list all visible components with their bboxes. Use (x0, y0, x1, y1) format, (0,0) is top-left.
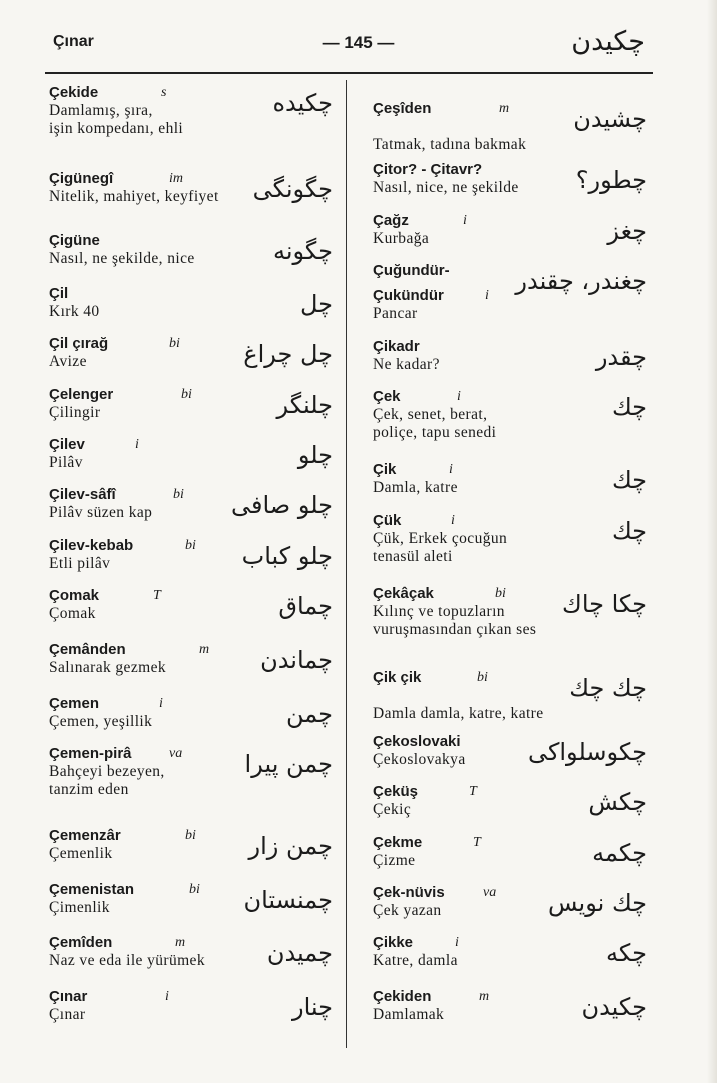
entry-arabic-script: چك (611, 393, 647, 421)
dictionary-entry (49, 386, 337, 422)
entry-part-of-speech: va (483, 885, 497, 900)
entry-definition: poliçe, tapu senedi (373, 424, 497, 441)
entry-headword: Çekiden (373, 988, 432, 1005)
entry-arabic-script: چشیدن (573, 105, 647, 133)
dictionary-entry (373, 834, 651, 870)
entry-arabic-script: چطور؟ (575, 166, 647, 194)
entry-arabic-script: چغندر، چقندر (515, 267, 647, 295)
entry-part-of-speech: bi (189, 882, 200, 897)
column-divider (346, 80, 347, 1048)
entry-definition: Pilâv süzen kap (49, 504, 153, 521)
entry-part-of-speech: bi (495, 586, 506, 601)
dictionary-entry (49, 641, 337, 677)
entry-definition: Katre, damla (373, 952, 458, 969)
dictionary-entry (49, 587, 337, 623)
entry-definition: Çizme (373, 852, 416, 869)
entry-part-of-speech: T (473, 835, 481, 850)
entry-part-of-speech: i (457, 389, 461, 404)
entry-headword: Çek-nüvis (373, 884, 445, 901)
dictionary-entry (373, 669, 651, 723)
entry-arabic-script: چمن پیرا (244, 750, 333, 778)
entry-headword: Çınar (49, 988, 88, 1005)
dictionary-entry (49, 881, 337, 917)
entry-part-of-speech: i (159, 696, 163, 711)
entry-definition: Kılınç ve topuzların (373, 603, 505, 620)
entry-arabic-script: چلنگر (276, 391, 333, 419)
entry-arabic-script: چل (299, 290, 333, 318)
entry-headword: Çeşîden (373, 100, 432, 117)
entry-headword: Çigüne (49, 232, 100, 249)
entry-part-of-speech: va (169, 746, 183, 761)
entry-definition: Çek yazan (373, 902, 442, 919)
entry-headword: Çilev (49, 436, 85, 453)
dictionary-entry (373, 262, 651, 295)
entry-part-of-speech: i (135, 437, 139, 452)
dictionary-entry (49, 745, 337, 799)
entry-definition: Çemenlik (49, 845, 113, 862)
entry-headword: Çekide (49, 84, 99, 101)
entry-headword: Çemîden (49, 934, 113, 951)
entry-arabic-script: چکیده (272, 89, 333, 117)
entry-part-of-speech: s (161, 85, 167, 100)
entry-headword: Çilev-kebab (49, 537, 134, 554)
entry-definition: Salınarak gezmek (49, 659, 167, 676)
entry-arabic-script: چمیدن (266, 939, 333, 967)
entry-arabic-script: چکش (588, 788, 647, 816)
entry-arabic-script: چنار (292, 993, 333, 1021)
dictionary-entry (373, 212, 651, 248)
entry-headword: Çitor? - Çitavr? (373, 161, 483, 178)
entry-arabic-script: چکا چاك (562, 590, 647, 618)
dictionary-entry (49, 827, 337, 863)
running-head-left: Çınar (53, 33, 94, 50)
entry-definition: Damlamak (373, 1006, 445, 1023)
dictionary-entry (373, 934, 651, 970)
dictionary-entry (373, 585, 651, 639)
entry-part-of-speech: i (485, 288, 489, 303)
entry-definition: Çemen, yeşillik (49, 713, 153, 730)
dictionary-entry (49, 988, 337, 1024)
entry-definition: Naz ve eda ile yürümek (49, 952, 205, 969)
dictionary-entry (49, 84, 337, 138)
entry-part-of-speech: bi (181, 387, 192, 402)
entry-part-of-speech: i (463, 213, 467, 228)
entry-definition: işin kompedanı, ehli (49, 120, 184, 137)
entry-part-of-speech: bi (173, 487, 184, 502)
entry-definition: Tatmak, tadına bakmak (373, 136, 527, 153)
entry-definition: Nasıl, nice, ne şekilde (373, 179, 519, 196)
entry-part-of-speech: bi (477, 670, 488, 685)
entry-headword: Çik (373, 461, 397, 478)
entry-headword: Çağz (373, 212, 409, 229)
header-rule (45, 72, 653, 74)
entry-headword: Çik çik (373, 669, 422, 686)
entry-definition: Damla, katre (373, 479, 458, 496)
entry-arabic-script: چکیدن (581, 993, 647, 1021)
dictionary-entry (373, 388, 651, 442)
entry-arabic-script: چقدر (595, 343, 647, 371)
entry-headword: Çemenistan (49, 881, 135, 898)
entry-definition: Avize (49, 353, 87, 370)
entry-arabic-script: چگونگی (252, 175, 333, 203)
entry-part-of-speech: m (479, 989, 490, 1004)
entry-arabic-script: چماندن (260, 646, 333, 674)
entry-arabic-script: چلو کباب (241, 542, 333, 570)
entry-headword: Çemen (49, 695, 100, 712)
entry-definition: Ne kadar? (373, 356, 440, 373)
entry-definition: tanzim eden (49, 781, 129, 798)
page-number: — 145 — (322, 33, 395, 52)
entry-definition: Etli pilâv (49, 555, 111, 572)
dictionary-entry (373, 988, 651, 1024)
entry-part-of-speech: T (469, 784, 477, 799)
page-edge-shadow (707, 0, 717, 1083)
entry-headword: Çekoslovaki (373, 733, 461, 750)
entry-headword: Çil çırağ (49, 335, 109, 352)
entry-headword: Çikke (373, 934, 414, 951)
entry-arabic-script: چکمه (592, 839, 647, 867)
dictionary-entry (373, 884, 651, 920)
entry-headword: Çomak (49, 587, 100, 604)
entry-definition: Damla damla, katre, katre (373, 705, 544, 722)
entry-arabic-script: چمن (286, 700, 333, 728)
entry-definition: Çomak (49, 605, 96, 622)
dictionary-entry (373, 287, 651, 323)
dictionary-entry (373, 461, 651, 497)
entry-headword: Çukündür (373, 287, 444, 304)
entry-headword: Çemen-pirâ (49, 745, 132, 762)
entry-arabic-script: چك (611, 517, 647, 545)
entry-arabic-script: چلو (297, 441, 333, 469)
entry-arabic-script: چك چك (569, 674, 647, 702)
entry-headword: Çil (49, 285, 69, 302)
entry-headword: Çigünegî (49, 170, 114, 187)
entry-definition: Kurbağa (373, 230, 430, 247)
entry-definition: Nitelik, mahiyet, keyfiyet (49, 188, 219, 205)
entry-headword: Çeküş (373, 783, 419, 800)
entry-headword: Çikadr (373, 338, 420, 355)
entry-definition: Nasıl, ne şekilde, nice (49, 250, 195, 267)
entry-part-of-speech: i (455, 935, 459, 950)
dictionary-entry (49, 934, 337, 970)
entry-arabic-script: چك نویس (547, 889, 647, 917)
dictionary-entry (373, 733, 651, 769)
running-head-right: چکیدن (571, 26, 645, 57)
entry-headword: Çekâçak (373, 585, 434, 602)
dictionary-entry (49, 537, 337, 573)
entry-arabic-script: چك (611, 466, 647, 494)
entry-definition: Çük, Erkek çocuğun (373, 530, 508, 547)
entry-definition: Damlamış, şıra, (49, 102, 153, 119)
entry-definition: Çekiç (373, 801, 412, 818)
dictionary-entry (373, 338, 651, 374)
entry-headword: Çelenger (49, 386, 114, 403)
entry-part-of-speech: T (153, 588, 161, 603)
entry-part-of-speech: i (165, 989, 169, 1004)
entry-part-of-speech: bi (169, 336, 180, 351)
entry-definition: Kırk 40 (49, 303, 100, 320)
entry-part-of-speech: m (175, 935, 186, 950)
entry-headword: Çük (373, 512, 402, 529)
dictionary-entry (373, 161, 651, 197)
entry-headword: Çuğundür- (373, 262, 450, 279)
entry-headword: Çekme (373, 834, 423, 851)
entry-headword: Çek (373, 388, 401, 405)
entry-definition: Pilâv (49, 454, 83, 471)
dictionary-entry (373, 512, 651, 566)
dictionary-entry (373, 100, 651, 154)
dictionary-entry (49, 232, 337, 268)
entry-part-of-speech: i (451, 513, 455, 528)
entry-arabic-script: چل چراغ (243, 340, 333, 368)
entry-definition: Çimenlik (49, 899, 110, 916)
dictionary-entry (49, 436, 337, 472)
dictionary-entry (49, 285, 337, 321)
entry-part-of-speech: bi (185, 538, 196, 553)
entry-headword: Çilev-sâfî (49, 486, 116, 503)
entry-definition: vuruşmasından çıkan ses (373, 621, 537, 638)
entry-part-of-speech: bi (185, 828, 196, 843)
entry-arabic-script: چلو صافی (231, 491, 333, 519)
entry-definition: tenasül aleti (373, 548, 453, 565)
dictionary-entry (49, 695, 337, 731)
entry-definition: Çek, senet, berat, (373, 406, 488, 423)
entry-part-of-speech: im (169, 171, 183, 186)
dictionary-entry (49, 486, 337, 522)
entry-definition: Çınar (49, 1006, 86, 1023)
dictionary-entry (373, 783, 651, 819)
entry-definition: Pancar (373, 305, 418, 322)
entry-part-of-speech: i (449, 462, 453, 477)
entry-definition: Çilingir (49, 404, 101, 421)
page-header (0, 0, 717, 74)
dictionary-entry (49, 170, 337, 206)
entry-definition: Bahçeyi bezeyen, (49, 763, 165, 780)
entry-arabic-script: چمنستان (243, 886, 333, 914)
entry-arabic-script: چماق (278, 592, 333, 620)
entry-arabic-script: چکوسلواکی (527, 738, 647, 766)
entry-arabic-script: چگونه (272, 237, 333, 265)
entry-definition: Çekoslovakya (373, 751, 466, 768)
entry-arabic-script: چمن زار (248, 832, 333, 860)
entry-arabic-script: چغز (607, 217, 647, 245)
entry-headword: Çemenzâr (49, 827, 121, 844)
entry-part-of-speech: m (199, 642, 210, 657)
entry-arabic-script: چکه (606, 939, 647, 967)
entry-headword: Çemânden (49, 641, 126, 658)
dictionary-entry (49, 335, 337, 371)
entry-part-of-speech: m (499, 101, 510, 116)
